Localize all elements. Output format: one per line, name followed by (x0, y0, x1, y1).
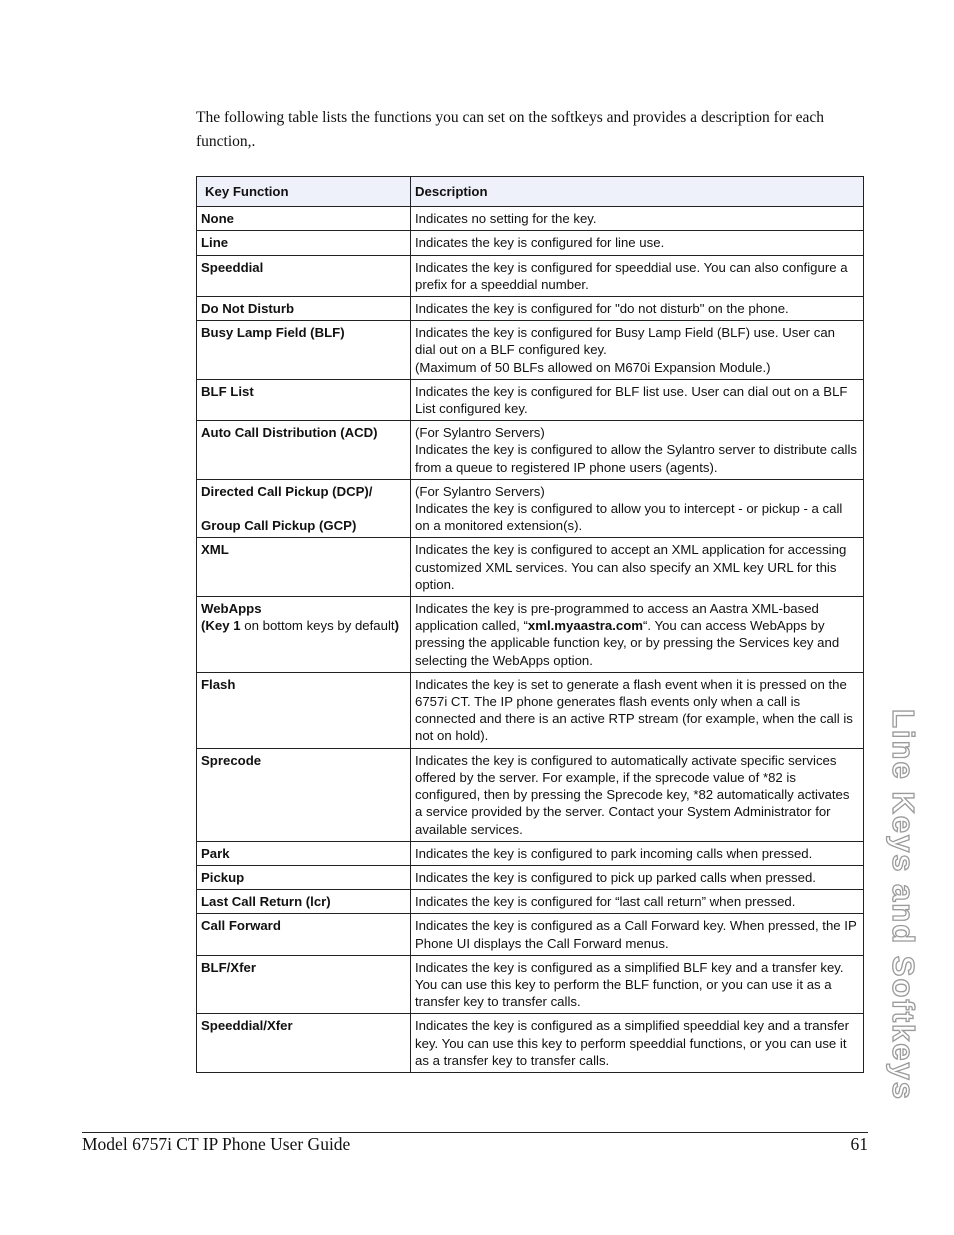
key-function-note (201, 617, 406, 634)
table-row (197, 672, 864, 748)
description-line: (For Sylantro Servers) (415, 483, 545, 499)
table-row (197, 890, 864, 914)
description-cell: Indicates the key is configured as a simplified speeddial key and a transfer key. You can use this key to perform speeddial functions, or you can use it as a transfer key to transfer calls. (411, 1014, 864, 1073)
table-row (197, 597, 864, 673)
note-key-label: Key 1 (205, 618, 241, 634)
description-cell: Indicates the key is set to generate a flash event when it is pressed on the 6757i CT. The IP phone generates flash events only when a call is connected and there is an active RTP stream (for example, when the call is not on hold). (411, 672, 864, 748)
chapter-title: Line Keys and Softkeys (886, 708, 922, 1102)
table-row (197, 479, 864, 538)
table-row (197, 538, 864, 597)
intro-paragraph: The following table lists the functions you can set on the softkeys and provides a description for each function,. (196, 109, 825, 150)
key-function-cell: Call Forward (197, 914, 411, 955)
description-cell: Indicates the key is configured to pick up parked calls when pressed. (411, 865, 864, 889)
description-cell (411, 421, 864, 480)
table-row (197, 321, 864, 380)
table-row (197, 297, 864, 321)
key-function-cell (197, 597, 411, 673)
table-row (197, 231, 864, 255)
description-cell: Indicates no setting for the key. (411, 207, 864, 231)
description-cell (411, 479, 864, 538)
key-function-cell: Pickup (197, 865, 411, 889)
description-cell: Indicates the key is configured for "do not disturb" on the phone. (411, 297, 864, 321)
key-function-cell: None (197, 207, 411, 231)
header-description: Description (411, 177, 864, 207)
description-text: “. You can access WebApps by pressing the applicable function key, or by pressing the Services key and selecting the WebApps option. (415, 618, 840, 668)
chapter-side-tab (881, 700, 925, 1110)
key-function-cell: Speeddial/Xfer (197, 1014, 411, 1073)
key-function-cell: Last Call Return (lcr) (197, 890, 411, 914)
description-cell: Indicates the key is configured to park incoming calls when pressed. (411, 841, 864, 865)
key-function-line: WebApps (201, 601, 262, 617)
note-text: on bottom keys by default (240, 618, 395, 634)
footer-document-title: Model 6757i CT IP Phone User Guide (82, 1134, 351, 1154)
key-function-line: Directed Call Pickup (DCP)/ (201, 483, 373, 499)
description-cell: Indicates the key is configured for “last call return” when pressed. (411, 890, 864, 914)
key-function-cell: Flash (197, 672, 411, 748)
description-cell (411, 321, 864, 380)
description-line: (Maximum of 50 BLFs allowed on M670i Expansion Module.) (415, 359, 771, 375)
softkey-functions-table (196, 176, 864, 1073)
description-text: Indicates the key is pre-programmed to access an Aastra XML-based application called, “ (415, 601, 819, 634)
key-function-spacer (201, 500, 406, 517)
key-function-cell: Sprecode (197, 748, 411, 841)
key-function-cell (197, 479, 411, 538)
description-cell: Indicates the key is configured to accept an XML application for accessing customized XML services. You can also specify an XML key URL for this option. (411, 538, 864, 597)
table-row (197, 255, 864, 296)
table-row (197, 421, 864, 480)
key-function-cell: Do Not Disturb (197, 297, 411, 321)
key-function-cell: Line (197, 231, 411, 255)
key-function-cell: Park (197, 841, 411, 865)
description-cell: Indicates the key is configured for line use. (411, 231, 864, 255)
key-function-cell: Busy Lamp Field (BLF) (197, 321, 411, 380)
description-cell: Indicates the key is configured as a simplified BLF key and a transfer key. You can use this key to perform the BLF function, or you can use it as a transfer key to transfer calls. (411, 955, 864, 1014)
key-function-cell: XML (197, 538, 411, 597)
table-row (197, 914, 864, 955)
table-row (197, 1014, 864, 1073)
table-row (197, 865, 864, 889)
note-open-paren: ( (201, 618, 206, 634)
description-line: Indicates the key is configured to allow the Sylantro server to distribute calls from a queue to registered IP phone users (agents). (415, 442, 858, 475)
table-row (197, 955, 864, 1014)
footer-rule (82, 1132, 868, 1133)
table-row (197, 207, 864, 231)
description-line: Indicates the key is configured for Busy Lamp Field (BLF) use. User can dial out on a BLF configured key. (415, 325, 835, 358)
table-row (197, 379, 864, 420)
description-cell: Indicates the key is configured as a Call Forward key. When pressed, the IP Phone UI displays the Call Forward menus. (411, 914, 864, 955)
key-function-cell: BLF List (197, 379, 411, 420)
key-function-line: Group Call Pickup (GCP) (201, 518, 357, 534)
footer-page-number: 61 (850, 1134, 868, 1154)
table-row (197, 841, 864, 865)
description-url: xml.myaastra.com (527, 618, 643, 634)
description-line: (For Sylantro Servers) (415, 425, 545, 441)
note-close-paren: ) (394, 618, 399, 634)
table-row (197, 748, 864, 841)
description-cell: Indicates the key is configured to automatically activate specific services offered by the server. For example, if the sprecode value of *82 is configured, then by pressing the Sprecode key, *82 automatically activates a service provided by the server. Contact your System Administrator for available services. (411, 748, 864, 841)
description-cell: Indicates the key is configured for BLF list use. User can dial out on a BLF List configured key. (411, 379, 864, 420)
table-header-row (197, 177, 864, 207)
key-function-cell: BLF/Xfer (197, 955, 411, 1014)
key-function-cell: Auto Call Distribution (ACD) (197, 421, 411, 480)
description-line: Indicates the key is configured to allow you to intercept - or pickup - a call on a monitored extension(s). (415, 501, 843, 534)
key-function-cell: Speeddial (197, 255, 411, 296)
header-key-function: Key Function (197, 177, 411, 207)
description-cell: Indicates the key is configured for speeddial use. You can also configure a prefix for a speeddial number. (411, 255, 864, 296)
description-cell (411, 597, 864, 673)
